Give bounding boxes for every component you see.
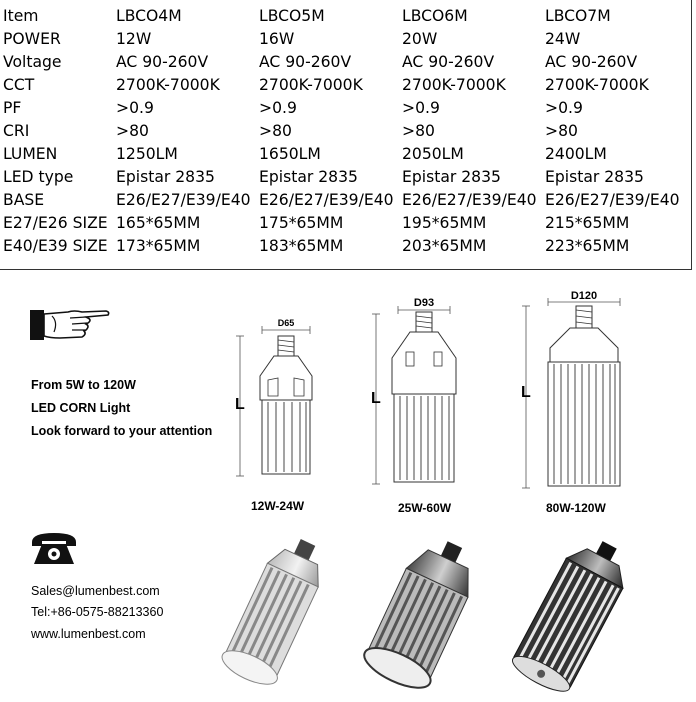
spec-cell: >80 — [402, 121, 435, 140]
spec-row — [3, 119, 685, 142]
contact-website[interactable]: www.lumenbest.com — [31, 627, 146, 641]
diameter-label-large: D120 — [570, 290, 598, 302]
promo-line-1: From 5W to 120W — [31, 378, 136, 392]
lamp-drawing-small — [232, 314, 332, 484]
spec-cell: E26/E27/E39/E40 — [402, 190, 537, 209]
spec-cell: 2700K-7000K — [116, 75, 220, 94]
spec-cell: 183*65MM — [259, 236, 344, 255]
telephone-icon — [30, 530, 78, 566]
spec-row — [3, 73, 685, 96]
spec-cell: LBCO7M — [545, 6, 611, 25]
spec-cell: AC 90-260V — [545, 52, 638, 71]
spec-cell: 2050LM — [402, 144, 464, 163]
spec-cell: 195*65MM — [402, 213, 487, 232]
power-label-small: 12W-24W — [251, 499, 305, 513]
promo-line-3: Look forward to your attention — [31, 424, 213, 438]
spec-row-label: PF — [3, 98, 22, 117]
spec-cell: 20W — [402, 29, 438, 48]
spec-row — [3, 234, 685, 257]
spec-row — [3, 211, 685, 234]
spec-cell: 2400LM — [545, 144, 607, 163]
spec-cell: 203*65MM — [402, 236, 487, 255]
lamp-drawing-large — [518, 288, 638, 494]
spec-row-label: LUMEN — [3, 144, 58, 163]
spec-cell: Epistar 2835 — [116, 167, 215, 186]
spec-row-label: Item — [3, 6, 39, 25]
spec-cell: 1650LM — [259, 144, 321, 163]
spec-cell: >80 — [116, 121, 149, 140]
promo-line-2: LED CORN Light — [31, 401, 131, 415]
spec-cell: Epistar 2835 — [402, 167, 501, 186]
lamp-photo-large — [508, 534, 628, 700]
lamp-drawing-medium — [368, 294, 468, 490]
spec-row — [3, 4, 685, 27]
length-label-medium: L — [371, 390, 381, 407]
spec-row-label: E40/E39 SIZE — [3, 236, 108, 255]
spec-table-grid — [3, 4, 685, 257]
spec-cell: E26/E27/E39/E40 — [259, 190, 394, 209]
spec-cell: >80 — [259, 121, 292, 140]
spec-cell: LBCO4M — [116, 6, 182, 25]
spec-cell: 2700K-7000K — [259, 75, 363, 94]
spec-cell: >0.9 — [116, 98, 154, 117]
spec-cell: E26/E27/E39/E40 — [116, 190, 251, 209]
spec-row — [3, 142, 685, 165]
lamp-photo-small — [212, 530, 332, 700]
spec-cell: 16W — [259, 29, 295, 48]
spec-row-label: POWER — [3, 29, 61, 48]
spec-row-label: CRI — [3, 121, 30, 140]
spec-cell: 1250LM — [116, 144, 178, 163]
spec-cell: 2700K-7000K — [402, 75, 506, 94]
spec-cell: 173*65MM — [116, 236, 201, 255]
pointing-hand-icon — [30, 306, 110, 346]
lamp-photo-medium — [358, 534, 478, 700]
diameter-label-medium: D93 — [413, 297, 435, 309]
spec-cell: >0.9 — [259, 98, 297, 117]
spec-cell: 223*65MM — [545, 236, 630, 255]
spec-cell: 215*65MM — [545, 213, 630, 232]
spec-cell: AC 90-260V — [116, 52, 209, 71]
spec-cell: AC 90-260V — [402, 52, 495, 71]
spec-cell: >0.9 — [402, 98, 440, 117]
spec-row — [3, 188, 685, 211]
spec-cell: Epistar 2835 — [259, 167, 358, 186]
spec-row — [3, 50, 685, 73]
power-label-large: 80W-120W — [546, 501, 606, 515]
spec-cell: 12W — [116, 29, 152, 48]
spec-cell: E26/E27/E39/E40 — [545, 190, 680, 209]
spec-cell: >80 — [545, 121, 578, 140]
spec-cell: 24W — [545, 29, 581, 48]
spec-row-label: LED type — [3, 167, 74, 186]
spec-table — [0, 0, 692, 270]
spec-cell: 2700K-7000K — [545, 75, 649, 94]
power-label-medium: 25W-60W — [398, 501, 452, 515]
spec-row — [3, 27, 685, 50]
length-label-small: L — [235, 396, 245, 413]
spec-cell: 165*65MM — [116, 213, 201, 232]
contact-email[interactable]: Sales@lumenbest.com — [31, 584, 160, 598]
spec-row — [3, 165, 685, 188]
spec-cell: Epistar 2835 — [545, 167, 644, 186]
spec-cell: 175*65MM — [259, 213, 344, 232]
spec-row-label: E27/E26 SIZE — [3, 213, 108, 232]
spec-cell: LBCO6M — [402, 6, 468, 25]
spec-cell: AC 90-260V — [259, 52, 352, 71]
diameter-label-small: D65 — [277, 318, 295, 328]
spec-row-label: BASE — [3, 190, 45, 209]
length-label-large: L — [521, 384, 531, 401]
spec-row-label: CCT — [3, 75, 35, 94]
spec-row — [3, 96, 685, 119]
spec-cell: LBCO5M — [259, 6, 325, 25]
contact-tel: Tel:+86-0575-88213360 — [31, 605, 164, 619]
spec-cell: >0.9 — [545, 98, 583, 117]
spec-row-label: Voltage — [3, 52, 62, 71]
